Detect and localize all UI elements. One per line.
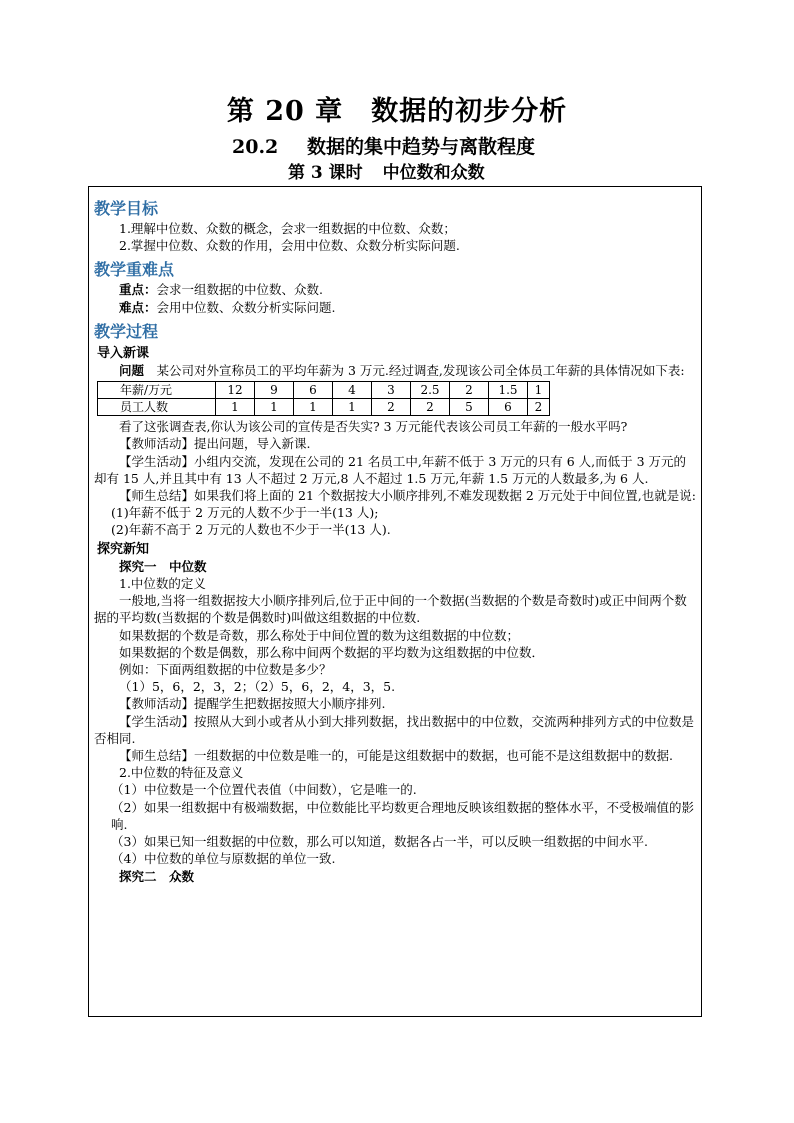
point-item: (1)年薪不低于 2 万元的人数不少于一半(13 人); (111, 505, 379, 521)
activity-label: 【学生活动】 (119, 713, 195, 729)
goal-item: 1.理解中位数、众数的概念，会求一组数据的中位数、众数； (119, 221, 456, 236)
feature-item: （1）中位数是一个位置代表值（中间数），它是唯一的. (111, 782, 417, 798)
focus-label: 重点： (119, 282, 157, 298)
table-cell: 6 (489, 399, 528, 416)
focus-text: 会求一组数据的中位数、众数. (156, 282, 323, 298)
chapter-title: 第 20 章 数据的初步分析 (226, 96, 568, 127)
explore-one-title: 探究一 中位数 (119, 558, 207, 574)
lesson-number: 第 3 课时 (288, 163, 363, 183)
activity-text: 小组内交流，发现在公司的 21 名员工中,年薪不低于 3 万元的只有 6 人,而低于 3 万元的却有 15 人,并且其中有 13 人不超过 2 万元,8 人不超过 1.5 万元,年薪 1.5 万元的人数最多,为 6 人. (94, 453, 687, 486)
table-cell: 1 (333, 399, 372, 416)
activity-text: 如果我们将上面的 21 个数据按大小顺序排列,不难发现数据 2 万元处于中间位置,也就是说: (194, 488, 696, 504)
section-number: 20.2 (232, 136, 279, 158)
lesson-plan-box (88, 186, 702, 1017)
table-cell: 1 (528, 382, 550, 399)
table-cell: 2 (450, 382, 489, 399)
odd-rule: 如果数据的个数是奇数，那么称处于中间位置的数为这组数据的中位数； (119, 627, 520, 643)
table-cell: 1 (294, 399, 333, 416)
point-item: (2)年薪不高于 2 万元的人数也不少于一半(13 人). (111, 522, 391, 538)
row-header: 员工人数 (98, 399, 216, 416)
student-activity (94, 453, 696, 487)
summary-paragraph (94, 487, 696, 504)
problem-label: 问题 (119, 363, 145, 379)
activity-label: 【师生总结】 (119, 488, 195, 504)
teacher-activity (94, 695, 696, 712)
activity-label: 【学生活动】 (119, 453, 195, 469)
activity-text: 提出问题，导入新课. (194, 436, 311, 452)
table-cell: 12 (216, 382, 255, 399)
definition-title: 1.中位数的定义 (119, 576, 206, 592)
problem-paragraph (94, 362, 696, 379)
table-cell: 1.5 (489, 382, 528, 399)
keys-heading: 教学重难点 (94, 260, 175, 280)
activity-label: 【教师活动】 (119, 436, 195, 452)
intro-heading: 导入新课 (97, 345, 150, 361)
example-question: 例如：下面两组数据的中位数是多少？ (119, 662, 332, 678)
lesson-title (288, 162, 485, 184)
goals-heading: 教学目标 (94, 199, 159, 218)
question-text: 看了这张调查表,你认为该公司的宣传是否失实? 3 万元能代表该公司员工年薪的一般水平吗? (119, 419, 628, 435)
activity-text: 提醒学生把数据按照大小顺序排列. (194, 696, 386, 712)
feature-item: （4）中位数的单位与原数据的单位一致. (111, 851, 336, 867)
table-row (98, 382, 550, 399)
student-activity (94, 713, 696, 747)
activity-text: 按照从大到小或者从小到大排列数据，找出数据中的中位数，交流两种排列方式的中位数是否相同. (94, 713, 695, 746)
feature-item: （3）如果已知一组数据的中位数，那么可以知道，数据各占一半，可以反映一组数据的中间水平. (111, 834, 648, 850)
table-row (98, 399, 550, 416)
activity-label: 【师生总结】 (119, 748, 195, 764)
table-cell: 2 (528, 399, 550, 416)
activity-text: 一组数据的中位数是唯一的，可能是这组数据中的数据，也可能不是这组数据中的数据. (194, 748, 673, 764)
table-cell: 2 (411, 399, 450, 416)
section-title (232, 135, 535, 159)
table-cell: 2.5 (411, 382, 450, 399)
teacher-activity (94, 435, 696, 452)
feature-title: 2.中位数的特征及意义 (119, 765, 244, 781)
table-cell: 9 (255, 382, 294, 399)
table-cell: 3 (372, 382, 411, 399)
lesson-name: 中位数和众数 (382, 163, 485, 183)
table-cell: 1 (216, 399, 255, 416)
problem-text: 某公司对外宣称员工的平均年薪为 3 万元.经过调查,发现该公司全体员工年薪的具体情况如下表: (144, 363, 685, 379)
explore-heading: 探究新知 (97, 541, 150, 557)
activity-label: 【教师活动】 (119, 696, 195, 712)
lesson-content (94, 197, 696, 885)
difficulty-label: 难点： (119, 299, 157, 315)
feature-item: （2）如果一组数据中有极端数据，中位数能比平均数更合理地反映该组数据的整体水平，不受极端值的影响. (111, 799, 694, 832)
salary-table (97, 381, 550, 416)
definition-text: 一般地,当将一组数据按大小顺序排列后,位于正中间的一个数据(当数据的个数是奇数时)或正中间两个数据的平均数(当数据的个数是偶数时)叫做这组数据的中位数. (94, 593, 687, 626)
goal-item: 2.掌握中位数、众数的作用，会用中位数、众数分析实际问题. (119, 238, 460, 254)
difficulty-line (94, 299, 696, 316)
process-heading: 教学过程 (94, 321, 159, 341)
focus-line (94, 281, 696, 298)
section-name: 数据的集中趋势与离散程度 (307, 136, 536, 158)
table-cell: 4 (333, 382, 372, 399)
difficulty-text: 会用中位数、众数分析实际问题. (156, 299, 336, 315)
explore-two-title: 探究二 众数 (119, 868, 195, 884)
example-data: （1）5，6，2，3，2；（2）5，6，2，4，3，5. (119, 679, 396, 695)
summary-paragraph (94, 747, 696, 764)
even-rule: 如果数据的个数是偶数，那么称中间两个数据的平均数为这组数据的中位数． (119, 644, 545, 660)
row-header: 年薪/万元 (98, 382, 216, 399)
table-cell: 2 (372, 399, 411, 416)
table-cell: 5 (450, 399, 489, 416)
table-cell: 6 (294, 382, 333, 399)
table-cell: 1 (255, 399, 294, 416)
